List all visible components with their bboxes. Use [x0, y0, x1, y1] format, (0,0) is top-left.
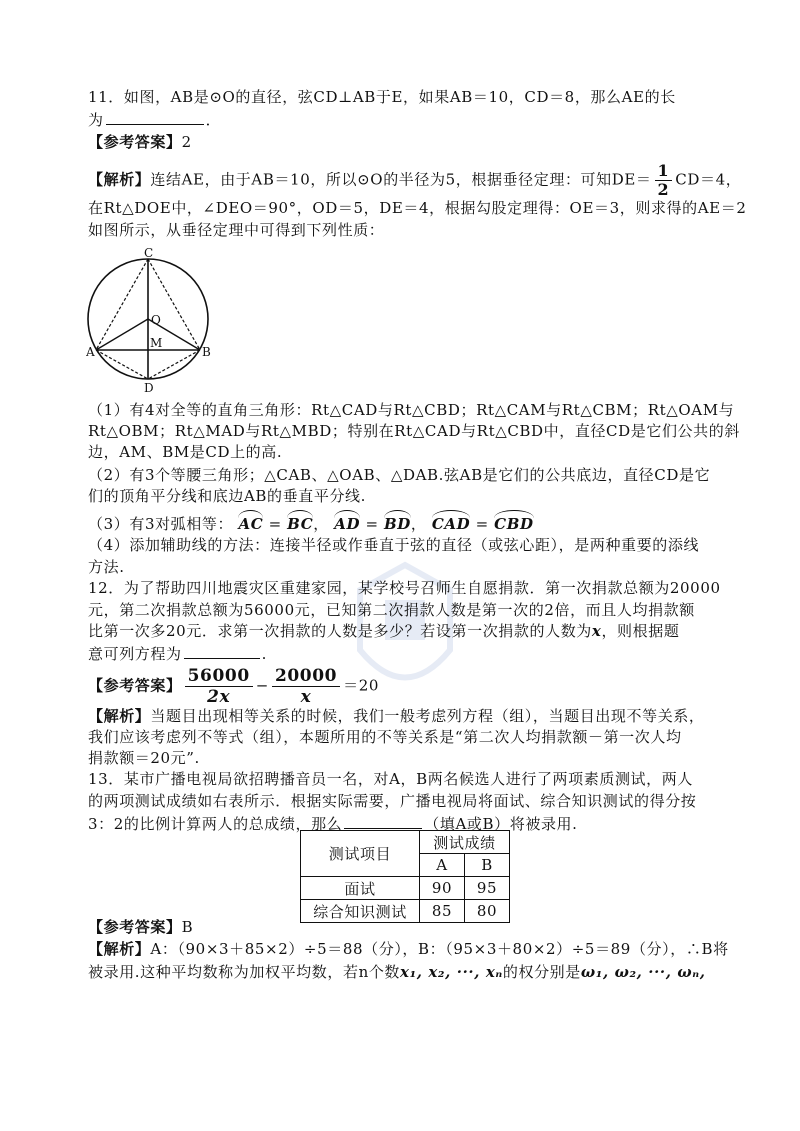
- q12-analysis-line1: [88, 706, 705, 726]
- point-m-label: M: [150, 336, 163, 350]
- q12-analysis-line3: 捐款额＝20元”.: [88, 749, 200, 767]
- analysis-text: 当题目出现相等关系的时候，我们一般考虑列方程（组），当题目出现不等关系，: [150, 707, 705, 725]
- analysis-label: 【解析】: [88, 170, 151, 189]
- answer-label: 【参考答案】: [88, 676, 182, 695]
- equation-minus: −: [255, 676, 269, 695]
- arc-bd: BD: [384, 510, 411, 534]
- q13-line2: 的两项测试成绩如右表所示．根据实际需要，广播电视局将面试、综合知识测试的得分按: [88, 792, 697, 810]
- arc-cad: CAD: [432, 510, 470, 534]
- q11-line2-suffix: ．: [205, 111, 222, 129]
- property3-line: （3）有3对弧相等： AC = BC， AD = BD， CAD = CBD: [88, 510, 534, 534]
- circle-diagram: [86, 246, 226, 394]
- property2-line2: 们的顶角平分线和底边AB的垂直平分线.: [88, 487, 367, 505]
- fraction-half: [655, 162, 673, 199]
- q13-answer: [88, 917, 193, 937]
- variable-x: x: [591, 622, 602, 640]
- analysis-label: 【解析】: [88, 940, 151, 958]
- q11-line2-prefix: 为: [88, 111, 104, 129]
- point-a-label: A: [86, 345, 95, 359]
- point-d-label: D: [144, 381, 154, 394]
- analysis-text: 的权分别是: [502, 963, 581, 981]
- analysis-text: 连结AE，由于AB＝10，所以⊙O的半径为5，根据垂径定理：可知DE＝: [150, 170, 652, 189]
- arc-ad: AD: [334, 510, 360, 534]
- q11-answer-blank[interactable]: [106, 108, 204, 125]
- arc-ac: AC: [238, 510, 263, 534]
- q11-answer: [88, 132, 192, 152]
- q11-analysis-line2: 在Rt△DOE中，∠DEO＝90°，OD＝5，DE＝4，根据勾股定理得：OE＝3，则求得的AE＝2: [88, 199, 747, 217]
- analysis-text: A：（90×3＋85×2）÷5＝88（分），B：（95×3＋80×2）÷5＝89（分），∴B将: [150, 940, 729, 958]
- header-scores: 测试成绩: [420, 831, 510, 854]
- q13-analysis-line2: [88, 962, 706, 982]
- equation-fraction-1: [185, 666, 253, 707]
- q13-answer-blank[interactable]: [344, 812, 422, 829]
- q11-line1: 11．如图，AB是⊙O的直径，弦CD⊥AB于E，如果AB＝10，CD＝8，那么AE的长: [88, 88, 676, 106]
- q13-analysis-line1: [88, 939, 729, 959]
- row-score-a: 90: [420, 877, 465, 900]
- row-item: 面试: [301, 877, 420, 900]
- property4-line1: （4）添加辅助线的方法：连接半径或作垂直于弦的直径（或弦心距），是两种重要的添线: [88, 536, 700, 554]
- analysis-text: CD＝4，: [675, 170, 742, 189]
- analysis-text: 被录用.这种平均数称为加权平均数，若n个数: [88, 963, 401, 981]
- q12-line1: 12．为了帮助四川地震灾区重建家园，某学校号召师生自愿捐款．第一次捐款总额为20000: [88, 579, 721, 597]
- q12-line3-text: 比第一次多20元．求第一次捐款的人数是多少？若设第一次捐款的人数为: [88, 622, 592, 640]
- answer-label: 【参考答案】: [88, 133, 182, 151]
- property1-line1: （1）有4对全等的直角三角形：Rt△CAD与Rt△CBD；Rt△CAM与Rt△CBM；Rt△OAM与: [88, 401, 735, 419]
- table-row: [301, 877, 510, 900]
- answer-value: 2: [181, 133, 192, 151]
- point-b-label: B: [202, 345, 211, 359]
- fraction-denominator: x: [300, 687, 312, 707]
- q11-analysis-line1: [88, 162, 741, 199]
- fraction-numerator: 1: [655, 162, 673, 181]
- score-table: [300, 830, 510, 923]
- q12-line4-prefix: 意可列方程为: [88, 645, 182, 663]
- property2-line1: （2）有3个等腰三角形；△CAB、△OAB、△DAB.弦AB是它们的公共底边，直径CD是它: [88, 466, 711, 484]
- q12-line3-text-end: ，则根据题: [601, 622, 680, 640]
- radius-oa: [96, 319, 148, 350]
- row-score-b: 80: [465, 900, 510, 923]
- q12-line4: [88, 642, 267, 664]
- q13-line3-prefix: 3：2的比例计算两人的总成绩，那么: [88, 815, 343, 833]
- fraction-numerator: 56000: [185, 666, 253, 687]
- property4-line2: 方法.: [88, 558, 125, 576]
- arc-bc: BC: [287, 510, 313, 534]
- header-candidate-a: A: [420, 854, 465, 877]
- segment-bd: [148, 350, 200, 379]
- row-score-a: 85: [420, 900, 465, 923]
- equation-rhs: ＝20: [343, 676, 379, 695]
- answer-label: 【参考答案】: [88, 918, 182, 936]
- table-header-row: [301, 831, 510, 854]
- property3-prefix: （3）有3对弧相等：: [88, 515, 234, 533]
- point-o-label: O: [151, 313, 161, 327]
- row-score-b: 95: [465, 877, 510, 900]
- segment-ca: [96, 259, 148, 350]
- header-candidate-b: B: [465, 854, 510, 877]
- q11-analysis-line3: 如图所示，从垂径定理中可得到下列性质：: [88, 221, 385, 239]
- q12-answer-blank[interactable]: [184, 642, 260, 659]
- q13-line3-suffix: （填A或B）将被录用.: [424, 815, 578, 833]
- fraction-denominator: 2x: [207, 687, 231, 707]
- table-row: [301, 900, 510, 923]
- fraction-denominator: 2: [657, 180, 670, 199]
- answer-value: B: [181, 918, 194, 936]
- weight-list-omega: ω₁, ω₂, ···, ωₙ,: [580, 963, 706, 981]
- row-item: 综合知识测试: [301, 900, 420, 923]
- point-c-label: C: [144, 246, 154, 260]
- equation-fraction-2: [272, 666, 340, 707]
- segment-ad: [96, 350, 148, 379]
- q12-line2: 元，第二次捐款总额为56000元，已知第二次捐款人数是第一次的2倍，而且人均捐款额: [88, 601, 695, 619]
- property1-line2: Rt△OBM；Rt△MAD与Rt△MBD；特别在Rt△CAD与Rt△CBD中，直径CD是它们公共的斜: [88, 422, 740, 440]
- property1-line3: 边，AM、BM是CD上的高.: [88, 443, 283, 461]
- arc-cbd: CBD: [494, 510, 533, 534]
- variable-list-x: x₁, x₂, ···, xₙ: [400, 963, 503, 981]
- q11-line2: [88, 108, 221, 130]
- q12-line4-suffix: .: [261, 645, 267, 663]
- fraction-numerator: 20000: [272, 666, 340, 687]
- q13-line1: 13．某市广播电视局欲招聘播音员一名，对A，B两名候选人进行了两项素质测试，两人: [88, 770, 693, 788]
- q12-answer: [88, 666, 379, 707]
- header-test-item: 测试项目: [301, 831, 420, 877]
- q12-line3: [88, 621, 679, 641]
- analysis-label: 【解析】: [88, 707, 151, 725]
- q12-analysis-line2: 我们应该考虑列不等式（组），本题所用的不等关系是“第二次人均捐款额－第一次人均: [88, 728, 682, 746]
